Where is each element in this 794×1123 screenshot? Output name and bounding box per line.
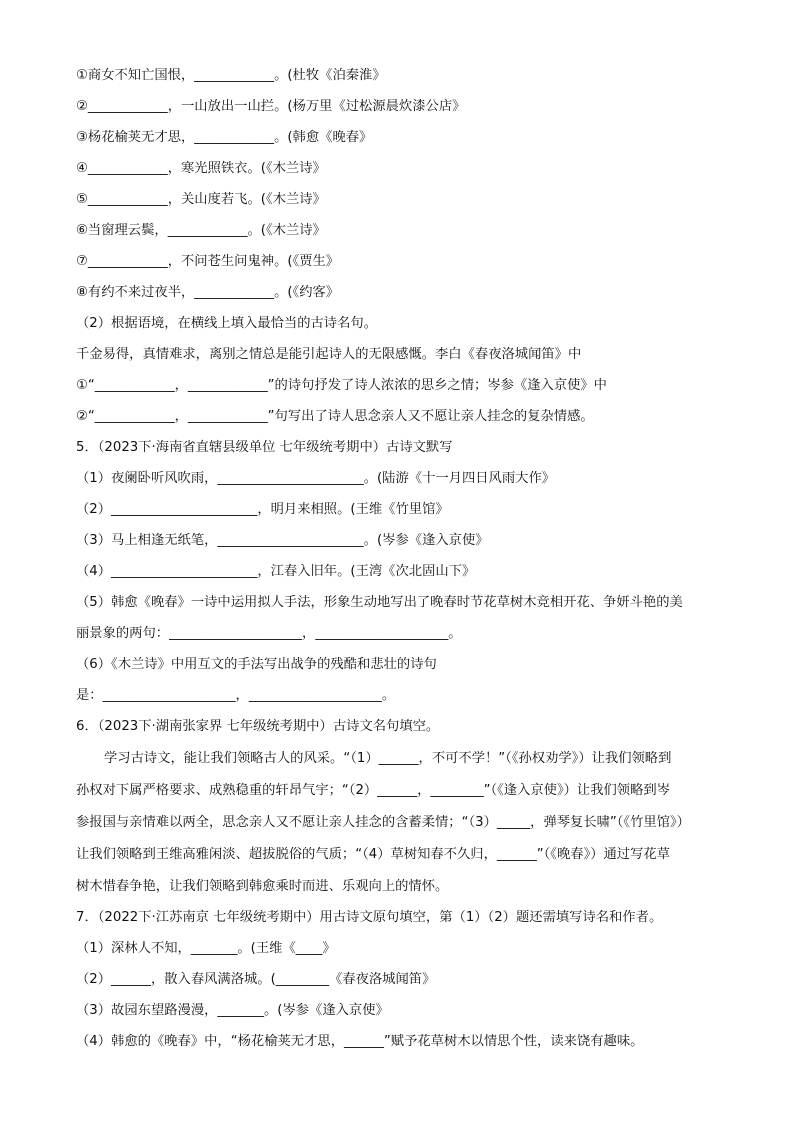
question-line: （2）______________________，明月来相照。(王维《竹里馆》 bbox=[76, 502, 449, 517]
context-text: 千金易得，真情难求，离别之情总是能引起诗人的无限感慨。李白《春夜洛城闻笛》中 bbox=[76, 347, 582, 362]
question-line: （3）故园东望路漫漫，_______。(岑参《逢入京使》 bbox=[76, 1003, 389, 1018]
question-line: （4）______________________，江春入旧年。(王湾《次北固山下》 bbox=[76, 564, 476, 579]
paragraph-line: 让我们领略到王维高雅闲淡、超拔脱俗的气质；“（4）草树知春不久归，______”（《晚春》）通过写花草 bbox=[76, 847, 670, 862]
question-line: ①商女不知亡国恨，____________。(杜牧《泊秦淮》 bbox=[76, 68, 386, 83]
question-line: 是：____________________，____________________。 bbox=[76, 688, 396, 703]
question-line: （4）韩愈的《晚春》中，“杨花榆荚无才思，______”赋予花草树木以情思个性，读来饶有趣味。 bbox=[76, 1034, 644, 1049]
question-line: 丽景象的两句：____________________，____________________。 bbox=[76, 626, 462, 641]
question-line: ⑥当窗理云鬓，____________。(《木兰诗》 bbox=[76, 223, 326, 238]
sub-question: （2）根据语境，在横线上填入最恰当的古诗名句。 bbox=[76, 316, 377, 331]
question-line: ⑦____________，不问苍生问鬼神。(《贾生》 bbox=[76, 254, 340, 269]
question-line: ⑧有约不来过夜半，____________。(《约客》 bbox=[76, 285, 340, 300]
paragraph-line: 学习古诗文，能让我们领略古人的风采。“（1）______，不可不学！”（《孙权劝学》）让我们领略到 bbox=[104, 751, 672, 766]
question-heading: 5．（2023下·海南省直辖县级单位 七年级统考期中）古诗文默写 bbox=[76, 440, 453, 455]
question-line: （1）深林人不知，_______。(王维《____》 bbox=[76, 941, 336, 956]
question-line: ⑤____________，关山度若飞。(《木兰诗》 bbox=[76, 192, 326, 207]
question-heading: 7．（2022下·江苏南京 七年级统考期中）用古诗文原句填空，第（1）（2）题还需填写诗名和作者。 bbox=[76, 910, 663, 925]
question-line: （2）______，散入春风满洛城。(________《春夜洛城闻笛》 bbox=[76, 972, 436, 987]
question-line: ①“____________，____________”的诗句抒发了诗人浓浓的思乡之情；岑参《逢入京使》中 bbox=[76, 378, 607, 393]
question-line: （1）夜阑卧听风吹雨，______________________。(陆游《十一月四日风雨大作》 bbox=[76, 471, 556, 486]
question-line: ③杨花榆荚无才思，____________。(韩愈《晚春》 bbox=[76, 130, 373, 145]
question-line: （6）《木兰诗》中用互文的手法写出战争的残酷和悲壮的诗句 bbox=[76, 657, 437, 672]
question-line: ②____________，一山放出一山拦。(杨万里《过松源晨炊漆公店》 bbox=[76, 99, 466, 114]
paragraph-line: 参报国与亲情难以两全，思念亲人又不愿让亲人挂念的含蓄柔情；“（3）_____，弹琴复长啸”（《竹里馆》） bbox=[76, 815, 690, 830]
question-line: ②“____________，____________”句写出了诗人思念亲人又不愿让亲人挂念的复杂情感。 bbox=[76, 409, 594, 424]
question-heading: 6．（2023下·湖南张家界 七年级统考期中）古诗文名句填空。 bbox=[76, 719, 440, 734]
question-line: （5）韩愈《晚春》一诗中运用拟人手法，形象生动地写出了晚春时节花草树木竞相开花、争妍斗艳的美 bbox=[76, 595, 683, 610]
paragraph-line: 孙权对下属严格要求、成熟稳重的轩昂气宇；“（2）______，________”（《逢入京使》）让我们领略到岑 bbox=[76, 783, 670, 798]
question-line: （3）马上相逢无纸笔，______________________。(岑参《逢入京使》 bbox=[76, 533, 489, 548]
question-line: ④____________，寒光照铁衣。(《木兰诗》 bbox=[76, 161, 326, 176]
paragraph-line: 树木惜春争艳，让我们领略到韩愈乘时而进、乐观向上的情怀。 bbox=[76, 879, 449, 894]
